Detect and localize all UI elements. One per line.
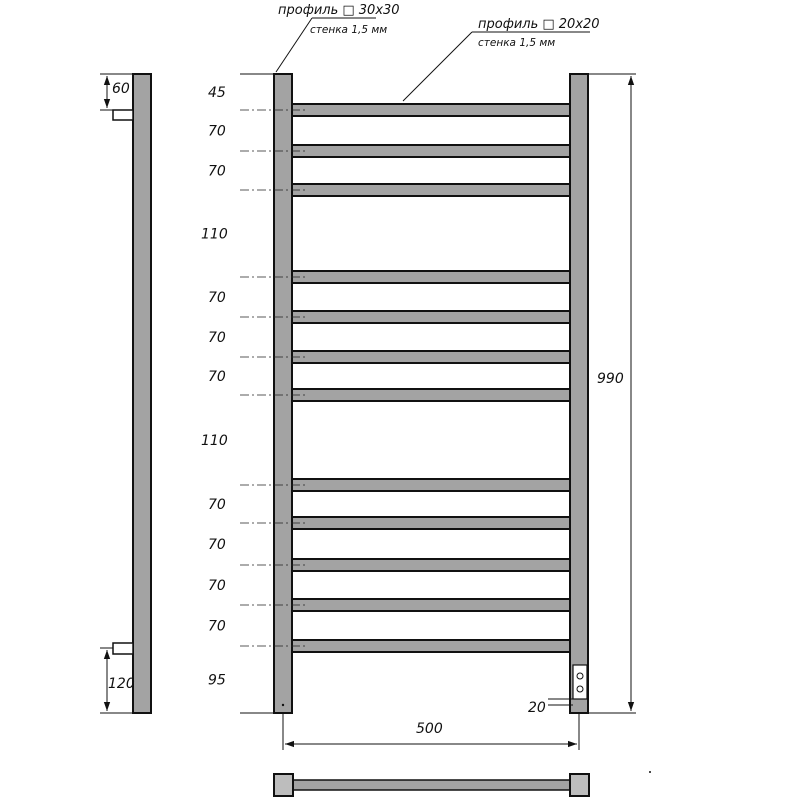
spacing-label: 70 xyxy=(208,163,226,180)
spacing-label: 95 xyxy=(208,672,226,689)
heater-connector xyxy=(573,665,587,699)
rung-6 xyxy=(292,351,570,363)
rung-12 xyxy=(292,640,570,652)
bottom-offset-label: 120 xyxy=(108,676,135,692)
spacing-labels xyxy=(201,85,228,689)
top-view-right-tube xyxy=(570,774,589,796)
spacing-label: 70 xyxy=(208,369,226,385)
top-offset-label: 60 xyxy=(112,81,130,97)
top-mount-bracket xyxy=(113,110,133,120)
rung-5 xyxy=(292,311,570,323)
spacing-label: 70 xyxy=(208,290,226,306)
top-view-left-tube xyxy=(274,774,293,796)
rung-8 xyxy=(292,479,570,491)
spacing-label: 70 xyxy=(208,537,226,553)
vertical-profile-title: профиль □ 30х30 xyxy=(278,3,400,18)
side-view xyxy=(100,74,151,713)
top-view xyxy=(274,771,651,796)
spacing-label: 110 xyxy=(201,226,228,243)
rung-1 xyxy=(292,104,570,116)
spacing-label: 70 xyxy=(208,578,226,594)
outlet-offset-label: 20 xyxy=(528,700,546,716)
spacing-label: 70 xyxy=(208,618,226,635)
horizontal-profile-title: профиль □ 20х20 xyxy=(478,17,600,32)
spacing-label: 45 xyxy=(208,85,226,101)
spacing-label: 110 xyxy=(201,433,228,449)
rung-3 xyxy=(292,184,570,196)
right-vertical-tube xyxy=(570,74,588,713)
spacing-label: 70 xyxy=(208,123,226,140)
rung-4 xyxy=(292,271,570,283)
front-view xyxy=(201,3,636,750)
spacing-label: 70 xyxy=(208,497,226,513)
left-vertical-tube xyxy=(274,74,292,713)
spacing-label: 70 xyxy=(208,330,226,346)
vertical-profile-wall: стенка 1,5 мм xyxy=(310,24,388,36)
side-tube xyxy=(133,74,151,713)
rungs xyxy=(292,104,570,652)
rung-11 xyxy=(292,599,570,611)
top-view-rung xyxy=(292,780,570,790)
bottom-mount-bracket xyxy=(113,643,133,654)
horizontal-profile-wall: стенка 1,5 мм xyxy=(478,37,556,49)
rung-7 xyxy=(292,389,570,401)
overall-width-label: 500 xyxy=(416,721,443,737)
overall-height-label: 990 xyxy=(597,371,624,387)
rung-9 xyxy=(292,517,570,529)
rung-10 xyxy=(292,559,570,571)
rung-2 xyxy=(292,145,570,157)
